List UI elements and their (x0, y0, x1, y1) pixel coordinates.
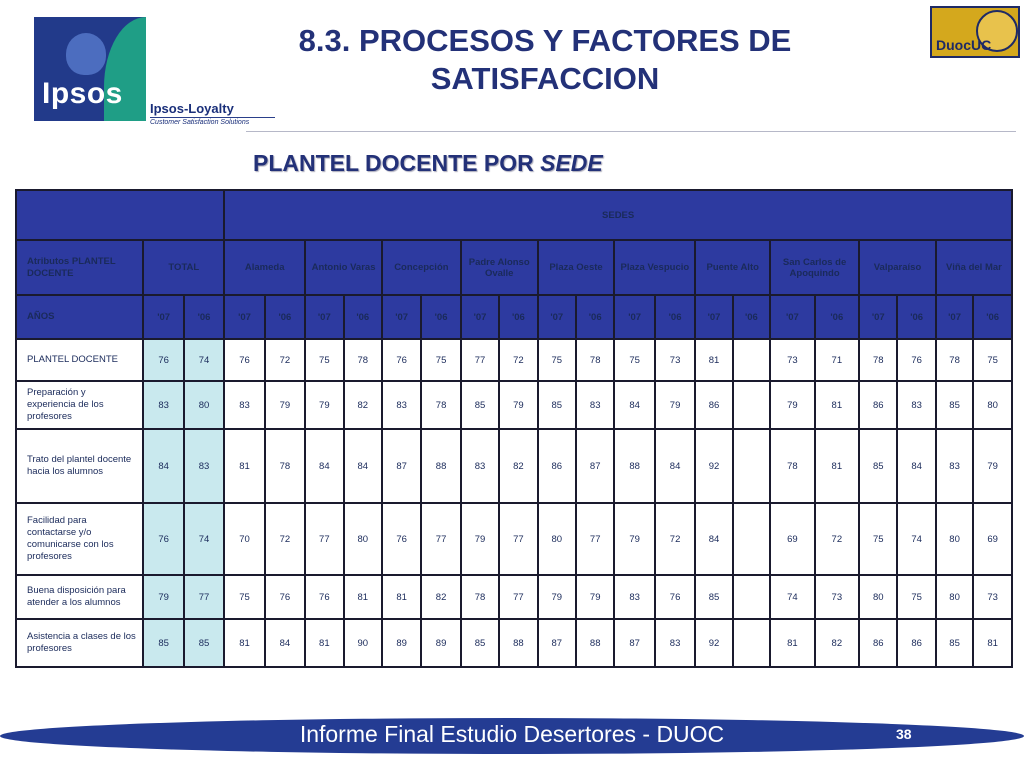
score-cell: 77 (499, 503, 537, 575)
footer-title: Informe Final Estudio Desertores - DUOC (299, 721, 725, 747)
total-cell: 74 (184, 503, 224, 575)
score-cell: 83 (382, 381, 421, 429)
page-title (230, 22, 860, 98)
score-cell: 79 (538, 575, 576, 619)
score-cell: 80 (936, 503, 973, 575)
score-cell: 72 (655, 503, 695, 575)
total-cell: 83 (143, 381, 183, 429)
page-number: 38 (896, 726, 912, 742)
year-07-header: '07 (224, 295, 264, 339)
score-cell: 76 (382, 339, 421, 381)
score-cell: 85 (538, 381, 576, 429)
score-cell: 78 (936, 339, 973, 381)
score-cell: 80 (973, 381, 1012, 429)
total-cell: 76 (143, 339, 183, 381)
score-cell (733, 339, 770, 381)
score-cell: 72 (815, 503, 859, 575)
score-cell: 75 (538, 339, 576, 381)
score-cell: 74 (770, 575, 814, 619)
year-07-header: '07 (382, 295, 421, 339)
score-cell: 79 (614, 503, 654, 575)
score-cell: 83 (461, 429, 499, 503)
score-cell: 71 (815, 339, 859, 381)
score-cell: 88 (421, 429, 460, 503)
sede-header: Plaza Vespucio (614, 240, 695, 295)
score-cell: 75 (614, 339, 654, 381)
ipsos-wordmark: Ipsos (42, 77, 123, 110)
logo-head-silhouette (66, 33, 106, 75)
year-06-header: '06 (897, 295, 935, 339)
score-cell: 81 (224, 429, 264, 503)
year-07-header: '07 (143, 295, 183, 339)
score-cell: 88 (614, 429, 654, 503)
score-cell: 76 (897, 339, 935, 381)
score-cell: 79 (973, 429, 1012, 503)
total-cell: 80 (184, 381, 224, 429)
subtitle-main: PLANTEL DOCENTE POR (253, 150, 541, 176)
sede-header: San Carlos de Apoquindo (770, 240, 859, 295)
score-cell: 86 (859, 381, 897, 429)
title-divider (246, 131, 1016, 132)
score-cell: 85 (695, 575, 732, 619)
year-07-header: '07 (614, 295, 654, 339)
score-cell: 80 (936, 575, 973, 619)
section-subtitle (253, 150, 603, 177)
score-cell: 83 (655, 619, 695, 667)
duoc-logo (930, 6, 1020, 58)
score-cell: 81 (815, 381, 859, 429)
score-cell: 81 (770, 619, 814, 667)
score-cell: 85 (936, 381, 973, 429)
score-cell: 82 (815, 619, 859, 667)
score-cell: 79 (265, 381, 305, 429)
satisfaction-table (15, 189, 1013, 668)
year-06-header: '06 (344, 295, 382, 339)
year-06-header: '06 (499, 295, 537, 339)
years-header: AÑOS (16, 295, 143, 339)
row-label: Asistencia a clases de los profesores (16, 619, 143, 667)
score-cell: 84 (344, 429, 382, 503)
score-cell: 83 (576, 381, 614, 429)
score-cell: 84 (655, 429, 695, 503)
score-cell: 75 (305, 339, 343, 381)
score-cell: 81 (695, 339, 732, 381)
score-cell: 73 (973, 575, 1012, 619)
sedes-header-row (16, 190, 1012, 240)
table-row (16, 381, 1012, 429)
score-cell: 73 (815, 575, 859, 619)
table-row (16, 575, 1012, 619)
year-06-header: '06 (421, 295, 460, 339)
total-cell: 84 (143, 429, 183, 503)
year-07-header: '07 (770, 295, 814, 339)
total-cell: 85 (184, 619, 224, 667)
score-cell: 81 (344, 575, 382, 619)
score-cell: 80 (344, 503, 382, 575)
year-06-header: '06 (184, 295, 224, 339)
score-cell: 76 (224, 339, 264, 381)
score-cell: 78 (859, 339, 897, 381)
score-cell: 79 (461, 503, 499, 575)
score-cell: 77 (421, 503, 460, 575)
row-label: Buena disposición para atender a los alumnos (16, 575, 143, 619)
sedes-header: SEDES (224, 190, 1012, 240)
score-cell: 84 (614, 381, 654, 429)
score-cell: 77 (499, 575, 537, 619)
total-cell: 76 (143, 503, 183, 575)
score-cell: 83 (897, 381, 935, 429)
score-cell: 80 (859, 575, 897, 619)
title-line-2: SATISFACCION (430, 61, 660, 96)
score-cell: 84 (265, 619, 305, 667)
score-cell: 70 (224, 503, 264, 575)
attributes-header: Atributos PLANTEL DOCENTE (16, 240, 143, 295)
year-06-header: '06 (265, 295, 305, 339)
row-label: PLANTEL DOCENTE (16, 339, 143, 381)
subtitle-emphasis: SEDE (540, 150, 603, 176)
score-cell: 87 (382, 429, 421, 503)
row-label: Trato del plantel docente hacia los alumnos (16, 429, 143, 503)
score-cell: 74 (897, 503, 935, 575)
sede-header: Alameda (224, 240, 305, 295)
score-cell: 82 (344, 381, 382, 429)
year-06-header: '06 (733, 295, 770, 339)
year-06-header: '06 (973, 295, 1012, 339)
row-label: Preparación y experiencia de los profesores (16, 381, 143, 429)
score-cell: 75 (224, 575, 264, 619)
score-cell: 90 (344, 619, 382, 667)
score-cell: 79 (576, 575, 614, 619)
score-cell: 89 (421, 619, 460, 667)
score-cell: 85 (859, 429, 897, 503)
ipsos-logo (34, 17, 146, 121)
score-cell: 76 (655, 575, 695, 619)
score-cell: 85 (936, 619, 973, 667)
year-06-header: '06 (655, 295, 695, 339)
score-cell: 82 (499, 429, 537, 503)
score-cell: 86 (897, 619, 935, 667)
score-cell: 81 (815, 429, 859, 503)
table-row (16, 503, 1012, 575)
score-cell: 78 (461, 575, 499, 619)
score-cell: 92 (695, 619, 732, 667)
score-cell: 72 (499, 339, 537, 381)
score-cell: 78 (576, 339, 614, 381)
table-row (16, 339, 1012, 381)
score-cell (733, 429, 770, 503)
attribute-header-row (16, 240, 1012, 295)
score-cell: 72 (265, 339, 305, 381)
score-cell: 75 (859, 503, 897, 575)
score-cell (733, 575, 770, 619)
score-cell: 80 (538, 503, 576, 575)
loyalty-tagline: Customer Satisfaction Solutions (150, 117, 275, 127)
score-cell: 78 (265, 429, 305, 503)
score-cell: 84 (695, 503, 732, 575)
score-cell: 69 (973, 503, 1012, 575)
score-cell: 73 (655, 339, 695, 381)
score-cell: 83 (224, 381, 264, 429)
year-07-header: '07 (695, 295, 732, 339)
score-cell: 81 (973, 619, 1012, 667)
score-cell: 77 (305, 503, 343, 575)
score-cell: 79 (499, 381, 537, 429)
sede-header: Antonio Varas (305, 240, 382, 295)
score-cell: 79 (770, 381, 814, 429)
score-cell: 83 (614, 575, 654, 619)
score-cell: 87 (614, 619, 654, 667)
total-cell: 74 (184, 339, 224, 381)
sede-header: Plaza Oeste (538, 240, 615, 295)
score-cell: 76 (305, 575, 343, 619)
score-cell: 78 (344, 339, 382, 381)
year-07-header: '07 (936, 295, 973, 339)
score-cell: 89 (382, 619, 421, 667)
year-07-header: '07 (305, 295, 343, 339)
total-cell: 77 (184, 575, 224, 619)
total-cell: 85 (143, 619, 183, 667)
score-cell: 88 (499, 619, 537, 667)
sede-header: Concepción (382, 240, 461, 295)
title-line-1: 8.3. PROCESOS Y FACTORES DE (298, 23, 792, 58)
year-07-header: '07 (461, 295, 499, 339)
table-row (16, 619, 1012, 667)
score-cell: 85 (461, 619, 499, 667)
score-cell: 86 (859, 619, 897, 667)
score-cell: 83 (936, 429, 973, 503)
score-cell: 92 (695, 429, 732, 503)
table-row (16, 429, 1012, 503)
score-cell: 77 (461, 339, 499, 381)
score-cell: 75 (973, 339, 1012, 381)
score-cell: 79 (655, 381, 695, 429)
score-cell: 87 (538, 619, 576, 667)
year-06-header: '06 (576, 295, 614, 339)
score-cell: 76 (382, 503, 421, 575)
row-label: Facilidad para contactarse y/o comunicarse con los profesores (16, 503, 143, 575)
score-cell: 72 (265, 503, 305, 575)
sede-header: Puente Alto (695, 240, 770, 295)
score-cell: 87 (576, 429, 614, 503)
sede-header: Padre Alonso Ovalle (461, 240, 538, 295)
sede-header: Valparaíso (859, 240, 936, 295)
score-cell: 81 (382, 575, 421, 619)
year-06-header: '06 (815, 295, 859, 339)
score-cell: 77 (576, 503, 614, 575)
score-cell: 88 (576, 619, 614, 667)
score-cell: 79 (305, 381, 343, 429)
score-cell: 73 (770, 339, 814, 381)
score-cell: 84 (305, 429, 343, 503)
score-cell (733, 503, 770, 575)
table-body (16, 190, 1012, 667)
score-cell (733, 619, 770, 667)
loyalty-name: Ipsos-Loyalty (150, 101, 234, 116)
duoc-wordmark: DuocUC (936, 37, 992, 53)
total-cell: 83 (184, 429, 224, 503)
score-cell: 75 (421, 339, 460, 381)
year-07-header: '07 (538, 295, 576, 339)
score-cell (733, 381, 770, 429)
score-cell: 81 (305, 619, 343, 667)
score-cell: 75 (897, 575, 935, 619)
score-cell: 85 (461, 381, 499, 429)
empty-header-cell (16, 190, 224, 240)
year-07-header: '07 (859, 295, 897, 339)
total-cell: 79 (143, 575, 183, 619)
score-cell: 78 (770, 429, 814, 503)
score-cell: 69 (770, 503, 814, 575)
score-cell: 81 (224, 619, 264, 667)
total-header: TOTAL (143, 240, 224, 295)
sede-header: Viña del Mar (936, 240, 1012, 295)
score-cell: 78 (421, 381, 460, 429)
score-cell: 82 (421, 575, 460, 619)
years-header-row (16, 295, 1012, 339)
score-cell: 84 (897, 429, 935, 503)
score-cell: 86 (538, 429, 576, 503)
score-cell: 76 (265, 575, 305, 619)
ipsos-loyalty-logo (150, 102, 275, 127)
score-cell: 86 (695, 381, 732, 429)
